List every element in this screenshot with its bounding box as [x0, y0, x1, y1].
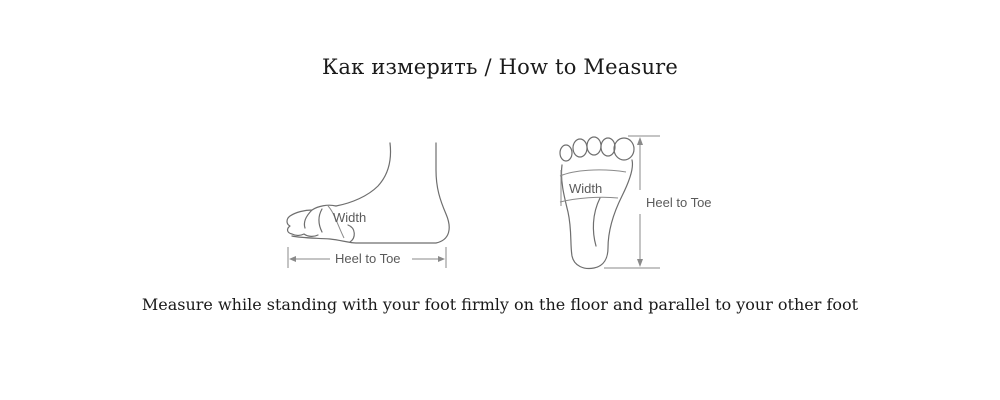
- top-length-label: Heel to Toe: [646, 195, 712, 210]
- side-length-label: Heel to Toe: [335, 251, 401, 266]
- sole-inner-arch: [593, 198, 600, 246]
- top-length-arrow-top: [637, 137, 643, 145]
- sole-outline: [561, 160, 632, 269]
- toe-1: [614, 138, 634, 160]
- side-foot-toe-creases: [304, 209, 322, 232]
- side-foot-ball: [348, 225, 354, 242]
- instruction-caption: Measure while standing with your foot firmly on the floor and parallel to your other foot: [141, 295, 859, 314]
- side-length-arrow-right: [438, 256, 445, 262]
- toe-4: [573, 139, 587, 157]
- side-view-foot: [287, 143, 449, 268]
- side-foot-instep: [336, 143, 391, 206]
- top-width-label: Width: [569, 181, 603, 196]
- toe-5: [560, 145, 572, 161]
- toe-3: [587, 137, 601, 155]
- side-width-label: Width: [333, 210, 367, 225]
- side-length-arrow-left: [289, 256, 296, 262]
- toe-2: [601, 138, 615, 156]
- top-view-foot: [560, 136, 712, 269]
- top-length-arrow-bottom: [637, 259, 643, 267]
- page-title: Как измерить / How to Measure: [321, 55, 679, 79]
